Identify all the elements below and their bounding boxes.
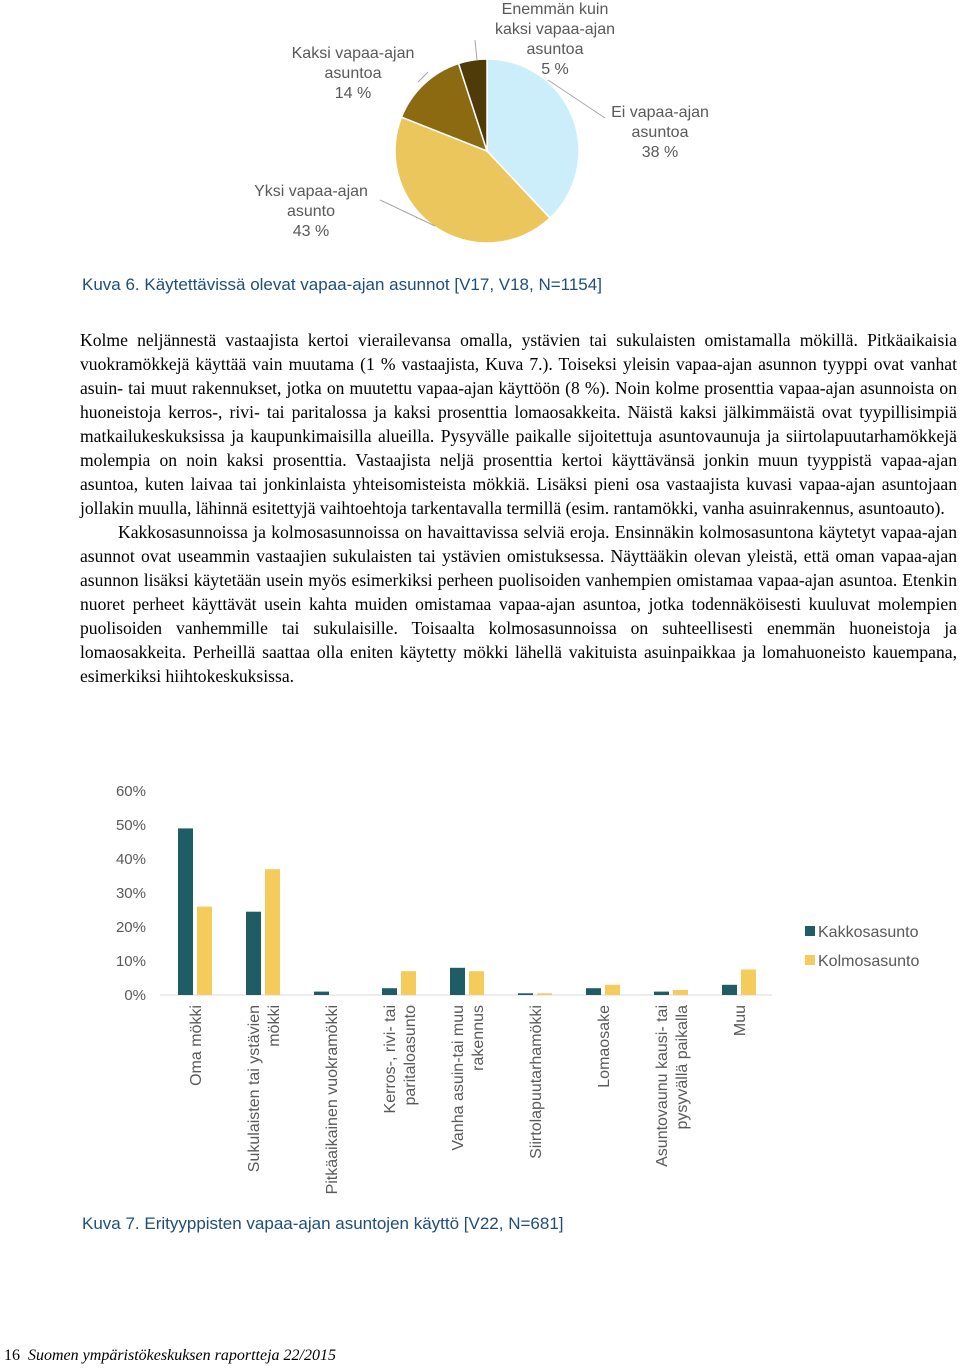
bar-kolmosasunto: [265, 869, 280, 995]
pie-label-ei: Ei vapaa-ajan asuntoa 38 %: [611, 104, 709, 161]
x-category-label: [324, 1005, 341, 1194]
svg-text:Sukulaisten tai ystävien: Sukulaisten tai ystävien: [246, 1005, 263, 1173]
pie-label-yksi: Yksi vapaa-ajan asunto 43 %: [254, 183, 368, 240]
bar-kakkosasunto: [246, 912, 261, 995]
y-tick-label: 30%: [115, 885, 146, 902]
pie-label-kaksi: Kaksi vapaa-ajan asuntoa 14 %: [291, 45, 415, 102]
bar-kakkosasunto: [178, 828, 193, 995]
y-tick-label: 10%: [115, 953, 146, 970]
x-category-label: [450, 1005, 487, 1151]
page-footer: [4, 1347, 336, 1365]
bar-kolmosasunto: [741, 970, 756, 996]
svg-text:paritaloasunto: paritaloasunto: [402, 1005, 419, 1106]
figure-7-caption: Kuva 7. Erityyppisten vapaa-ajan asuntojen käyttö [V22, N=681]: [82, 1214, 564, 1233]
bar-kakkosasunto: [518, 993, 533, 995]
page-number: 16: [4, 1347, 20, 1364]
bar-kakkosasunto: [722, 985, 737, 995]
svg-text:Siirtolapuutarhamökki: Siirtolapuutarhamökki: [528, 1005, 545, 1159]
publication-title: Suomen ympäristökeskuksen raportteja 22/2015: [28, 1347, 336, 1364]
paragraph-1: Kolme neljännestä vastaajista kertoi vierailevansa omalla, ystävien tai sukulaisten omistamalla mökillä. Pitkäaikaisia vuokramökkejä käyttää vain muutama (1 % vastaajista, Kuva 7.). Toiseksi yleisin vapaa-ajan asunnon tyyppi ovat vanhat asuin- tai muut rakennukset, jotka on muutettu vapaa-ajan käyttöön (8 %). Noin kolme prosenttia vapaa-ajan asunnoista on huoneistoja kerros-, rivi- tai paritalossa ja kaksi prosenttia lomaosakkeita. Näistä kaksi jälkimmäistä ovat tyypillisimpiä matkailukeskuksissa ja kaupunkimaisilla alueilla. Pysyvälle paikalle sijoitettuja asuntovaunuja ja siirtolapuutarhamökkejä molempia on noin kaksi prosenttia. Vastaajista neljä prosenttia kertoi käyttävänsä jonkin muun tyyppistä vapaa-ajan asuntoa, kuten laivaa tai jonkinlaista yhteisomisteista mökkiä. Lisäksi pieni osa vastaajista kuvasi vapaa-ajan asuntojaan jollakin muulla, lähinnä esitettyjä vaihtoehtoja tarkentavalla termillä (esim. rantamökki, vanha asuinrakennus, asuntoauto).: [80, 330, 957, 518]
y-tick-label: 40%: [115, 851, 146, 868]
x-category-label: [382, 1005, 419, 1114]
bar-kolmosasunto: [537, 993, 552, 995]
bar-kolmosasunto: [673, 990, 688, 995]
bar-kolmosasunto: [605, 985, 620, 995]
legend-swatch: [805, 955, 815, 965]
bar-kakkosasunto: [450, 968, 465, 995]
bar-kolmosasunto: [469, 971, 484, 995]
svg-text:rakennus: rakennus: [470, 1005, 487, 1071]
bar-kakkosasunto: [654, 992, 669, 995]
bar-kolmosasunto: [197, 907, 212, 995]
svg-text:Kerros-, rivi- tai: Kerros-, rivi- tai: [382, 1005, 399, 1114]
svg-text:Vanha asuin-tai muu: Vanha asuin-tai muu: [450, 1005, 467, 1151]
svg-text:pysyvällä paikalla: pysyvällä paikalla: [674, 1005, 691, 1130]
y-tick-label: 0%: [124, 987, 146, 1004]
bar-kolmosasunto: [401, 971, 416, 995]
pie-label-enemman: Enemmän kuin kaksi vapaa-ajan asuntoa 5 %: [494, 1, 616, 78]
bar-kakkosasunto: [314, 992, 329, 995]
y-tick-label: 60%: [115, 783, 146, 800]
svg-text:Asuntovaunu kausi- tai: Asuntovaunu kausi- tai: [654, 1005, 671, 1167]
legend-swatch: [805, 926, 815, 936]
svg-text:Lomaosake: Lomaosake: [596, 1005, 613, 1088]
figure-6-caption: Kuva 6. Käytettävissä olevat vapaa-ajan asunnot [V17, V18, N=1154]: [82, 275, 602, 294]
bar-kakkosasunto: [382, 988, 397, 995]
x-category-label: [654, 1005, 691, 1167]
svg-text:Oma mökki: Oma mökki: [188, 1005, 205, 1086]
x-category-label: [188, 1005, 205, 1086]
paragraph-2: Kakkosasunnoissa ja kolmosasunnoissa on havaittavissa selviä eroja. Ensinnäkin kolmosasuntona käytetyt vapaa-ajan asunnot ovat useammin vastaajien sukulaisten tai ystävien omistuksessa. Näyttääkin olevan yleistä, että oman vapaa-ajan asunnon lisäksi käytetään usein myös esimerkiksi perheen puolisoiden vanhempien omistamaa vapaa-ajan asuntoa. Etenkin nuoret perheet käyttävät usein kahta muiden omistamaa vapaa-ajan asuntoa, jotka todennäköisesti kuuluvat molempien puolisoiden vanhemmille tai sukulaisille. Toisaalta kolmosasunnoissa on suhteellisesti enemmän huoneistoja ja lomaosakkeita. Perheillä saattaa olla eniten käytetty mökki lähellä vakituista asuinpaikkaa ja lomahuoneisto kauempana, esimerkiksi hiihtokeskuksissa.: [80, 522, 957, 686]
x-category-label: [246, 1005, 283, 1172]
y-tick-label: 50%: [115, 817, 146, 834]
legend-label: Kolmosasunto: [818, 953, 920, 970]
svg-text:Muu: Muu: [732, 1005, 749, 1037]
svg-text:mökki: mökki: [266, 1005, 283, 1047]
svg-text:Pitkäaikainen vuokramökki: Pitkäaikainen vuokramökki: [324, 1005, 341, 1195]
bar-kakkosasunto: [586, 988, 601, 995]
y-tick-label: 20%: [115, 919, 146, 936]
legend-label: Kakkosasunto: [818, 924, 919, 941]
x-category-label: [528, 1005, 545, 1159]
x-category-label: [732, 1005, 749, 1036]
x-category-label: [596, 1005, 613, 1088]
